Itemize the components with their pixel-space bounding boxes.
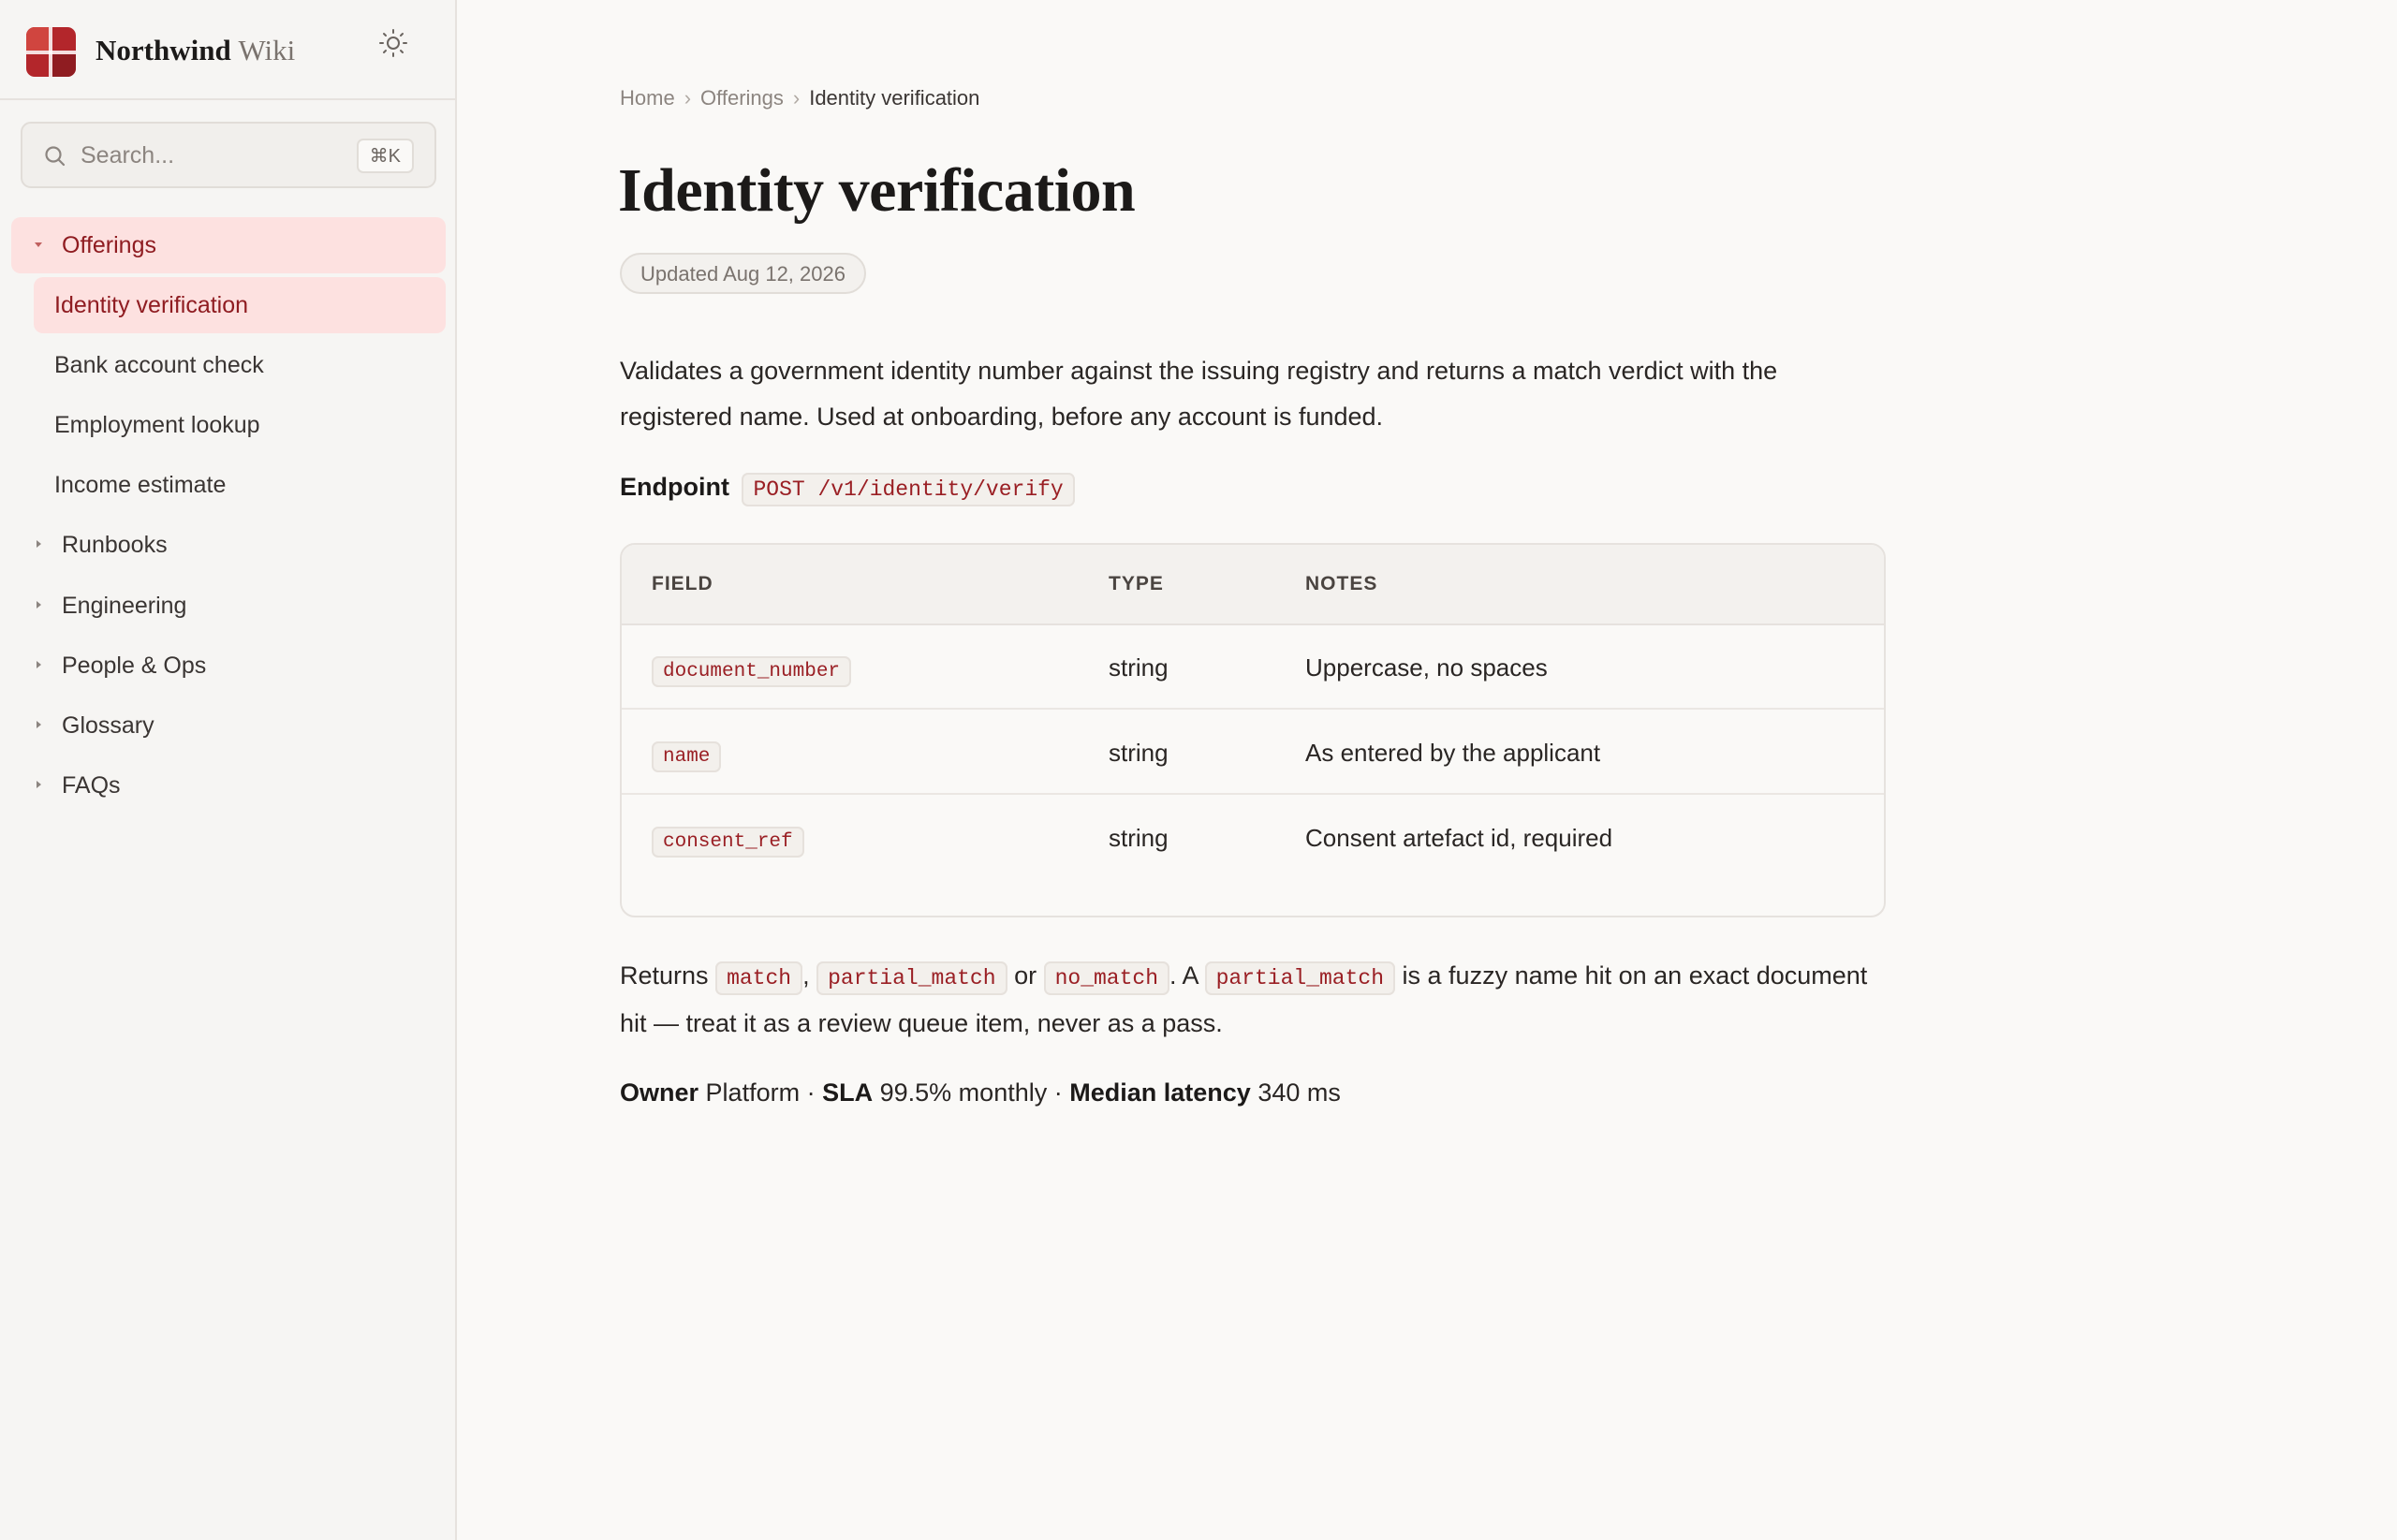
endpoint-line bbox=[620, 473, 1075, 502]
sidebar-header bbox=[0, 0, 457, 100]
endpoint-code: POST /v1/identity/verify bbox=[742, 473, 1074, 506]
search-icon bbox=[43, 144, 67, 169]
chevron-right-icon bbox=[28, 534, 49, 554]
field-code: consent_ref bbox=[652, 827, 804, 858]
brand-suffix: Wiki bbox=[238, 34, 296, 66]
updated-badge: Updated Aug 12, 2026 bbox=[620, 253, 866, 294]
sun-icon bbox=[376, 26, 410, 60]
logo[interactable] bbox=[26, 27, 76, 77]
sidebar-item-bank-account-check[interactable] bbox=[34, 337, 446, 393]
theme-toggle-button[interactable] bbox=[376, 26, 410, 60]
sidebar-section-engineering[interactable] bbox=[11, 578, 446, 634]
sidebar-item-label: Bank account check bbox=[54, 352, 264, 378]
type-cell: string bbox=[1109, 739, 1169, 767]
sidebar-section-label: People & Ops bbox=[62, 653, 207, 679]
sidebar-section-label: FAQs bbox=[62, 772, 121, 799]
latency-value: 340 ms bbox=[1257, 1078, 1341, 1107]
breadcrumb-offerings[interactable]: Offerings bbox=[700, 86, 784, 110]
field-code: name bbox=[652, 741, 721, 772]
column-header-type: TYPE bbox=[1109, 573, 1164, 594]
type-cell: string bbox=[1109, 653, 1169, 682]
search-shortcut-badge: ⌘K bbox=[357, 139, 414, 173]
chevron-right-icon bbox=[28, 774, 49, 795]
sidebar-section-label: Engineering bbox=[62, 593, 187, 619]
verdict-code-no-match: no_match bbox=[1044, 961, 1169, 995]
page-title: Identity verification bbox=[618, 156, 1136, 225]
sidebar-section-runbooks[interactable] bbox=[11, 517, 446, 573]
breadcrumb bbox=[620, 86, 979, 110]
chevron-down-icon bbox=[28, 234, 49, 255]
table-row bbox=[622, 796, 1884, 880]
returns-comma: , bbox=[802, 961, 810, 990]
returns-mid: . A bbox=[1169, 961, 1198, 990]
notes-cell: Consent artefact id, required bbox=[1305, 824, 1613, 852]
meta-separator: · bbox=[806, 1078, 816, 1107]
sidebar-section-offerings[interactable] bbox=[11, 217, 446, 273]
returns-suffix: is a fuzzy name hit on an exact document hit — treat it as a review queue item, never as a pass. bbox=[620, 961, 1868, 1037]
column-header-field: FIELD bbox=[652, 573, 713, 594]
breadcrumb-home[interactable]: Home bbox=[620, 86, 675, 110]
owner-value: Platform bbox=[705, 1078, 801, 1107]
sidebar-section-label: Offerings bbox=[62, 232, 156, 258]
breadcrumb-separator: › bbox=[684, 86, 692, 110]
sla-value: 99.5% monthly bbox=[879, 1078, 1048, 1107]
sidebar-section-faqs[interactable] bbox=[11, 757, 446, 814]
notes-cell: As entered by the applicant bbox=[1305, 739, 1601, 767]
field-cell bbox=[652, 824, 804, 853]
breadcrumb-current: Identity verification bbox=[809, 86, 980, 110]
chevron-right-icon bbox=[28, 714, 49, 735]
brand-title[interactable] bbox=[96, 34, 295, 67]
sidebar-section-label: Glossary bbox=[62, 712, 154, 739]
verdict-code-partial-match: partial_match bbox=[816, 961, 1007, 995]
sidebar-item-income-estimate[interactable] bbox=[34, 457, 446, 513]
table-header bbox=[622, 545, 1884, 625]
meta-line bbox=[620, 1078, 1341, 1107]
breadcrumb-separator: › bbox=[792, 86, 801, 110]
field-cell bbox=[652, 653, 851, 682]
table-row bbox=[622, 711, 1884, 795]
returns-prefix: Returns bbox=[620, 961, 709, 990]
chevron-right-icon bbox=[28, 654, 49, 675]
verdict-code-partial-match-2: partial_match bbox=[1205, 961, 1395, 995]
verdict-code-match: match bbox=[715, 961, 802, 995]
search-placeholder: Search... bbox=[81, 142, 175, 169]
sidebar-section-label: Runbooks bbox=[62, 532, 168, 558]
sidebar-section-glossary[interactable] bbox=[11, 697, 446, 754]
sidebar-item-employment-lookup[interactable] bbox=[34, 397, 446, 453]
meta-separator: · bbox=[1053, 1078, 1063, 1107]
sidebar-item-label: Income estimate bbox=[54, 472, 227, 498]
field-cell bbox=[652, 739, 721, 768]
notes-cell: Uppercase, no spaces bbox=[1305, 653, 1548, 682]
sla-label: SLA bbox=[822, 1078, 874, 1107]
endpoint-label: Endpoint bbox=[620, 473, 729, 501]
brand-name: Northwind bbox=[96, 34, 231, 66]
fields-table bbox=[620, 543, 1886, 917]
sidebar-item-label: Identity verification bbox=[54, 292, 249, 318]
sidebar-section-people-ops[interactable] bbox=[11, 638, 446, 694]
sidebar-item-identity-verification[interactable] bbox=[34, 277, 446, 333]
intro-paragraph: Validates a government identity number against the issuing registry and returns a match verdict with the registered name. Used at onboarding, before any account is funded. bbox=[620, 357, 1778, 431]
chevron-right-icon bbox=[28, 594, 49, 615]
field-code: document_number bbox=[652, 656, 851, 687]
latency-label: Median latency bbox=[1069, 1078, 1251, 1107]
sidebar bbox=[0, 0, 457, 1540]
type-cell: string bbox=[1109, 824, 1169, 852]
table-row bbox=[622, 625, 1884, 710]
search-input[interactable] bbox=[21, 122, 436, 188]
column-header-notes: NOTES bbox=[1305, 573, 1378, 594]
returns-paragraph bbox=[620, 953, 1893, 1046]
returns-or: or bbox=[1014, 961, 1037, 990]
owner-label: Owner bbox=[620, 1078, 699, 1107]
sidebar-item-label: Employment lookup bbox=[54, 412, 260, 438]
